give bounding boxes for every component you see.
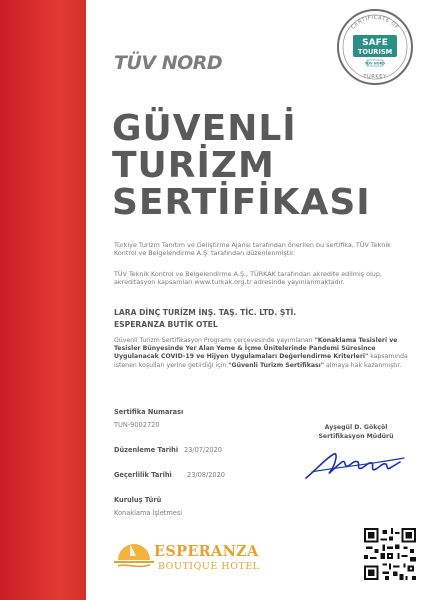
seal-inner-text: TÜV NORD xyxy=(364,61,386,66)
program-criteria: "Konaklama Tesisleri ve Tesisler Bünyesinde Yer Alan Yeme & İçme Ünitelerinde Pandemi Süresince Uygulanacak COVID-19 ve Hijyen Uygulamaları Değerlendirme Kriterleri" xyxy=(114,337,398,361)
org-type-label: Kuruluş Türü xyxy=(114,496,162,504)
company-block xyxy=(114,307,414,331)
certificate-title xyxy=(112,110,412,221)
signer-title: Sertifikasyon Müdürü xyxy=(318,432,394,440)
title-line-3: SERTİFİKASI xyxy=(112,182,371,223)
program-middle: kapsamında istenen koşulları yerine getirdiği için xyxy=(114,353,408,369)
tuv-nord-logo: TÜV NORD xyxy=(114,52,223,74)
validity-date-value: 23/08/2020 xyxy=(187,471,226,479)
hotel-logo-subtitle: BOUTIQUE HOTEL xyxy=(158,561,260,572)
red-side-band xyxy=(0,0,86,600)
seal-bottom-text: TURKEY xyxy=(363,74,387,80)
signature-icon xyxy=(300,448,410,484)
company-name: LARA DİNÇ TURİZM İNŞ. TAŞ. TİC. LTD. ŞTİ. xyxy=(114,308,297,317)
program-certificate-name: "Güvenli Turizm Sertifikası" xyxy=(228,361,325,369)
title-line-1: GÜVENLİ xyxy=(112,108,297,149)
seal-tourism-text: TOURISM xyxy=(357,48,393,56)
seal-top-text: CERTIFICATE OF xyxy=(350,14,400,31)
program-paragraph xyxy=(114,337,414,370)
safe-tourism-seal-icon xyxy=(336,8,414,86)
issue-date-label: Düzenleme Tarihi xyxy=(114,446,179,454)
org-type-value: Konaklama İşletmesi xyxy=(114,509,183,517)
program-intro: Güvenli Turizm Sertifikasyon Programı çerçevesinde yayımlanan xyxy=(114,337,313,344)
issue-date-value: 23/07/2020 xyxy=(184,446,223,454)
cert-number-label: Sertifika Numarası xyxy=(114,408,184,416)
validity-date-label: Geçerlilik Tarihi xyxy=(114,471,172,479)
intro-paragraph-2: TÜV Teknik Kontrol ve Belgelendirme A.Ş., TÜRKAK tarafından akredite edilmiş olup, akreditasyon kapsamları www.turkak.org.tr adresinde yayınlanmaktadır. xyxy=(114,270,382,287)
intro-paragraph-1: Türkiye Turizm Tanıtım ve Geliştirme Ajansı tarafından önerilen bu sertifika, TÜV Teknik Kontrol ve Belgelendirme A.Ş. tarafından düzenlenmiştir. xyxy=(114,241,391,258)
signer-name: Ayşegül D. Gökçöl xyxy=(324,424,388,431)
hotel-name: ESPERANZA BUTİK OTEL xyxy=(114,320,218,329)
title-line-2: TURİZM xyxy=(112,145,275,186)
cert-number-value: TUN-9002720 xyxy=(114,421,160,429)
signer-block xyxy=(296,424,416,441)
seal-safe-text: SAFE xyxy=(362,38,388,48)
hotel-logo-name: ESPERANZA xyxy=(154,543,259,560)
qr-code-icon xyxy=(364,528,416,580)
program-end: almaya hak kazanmıştır. xyxy=(324,361,402,369)
esperanza-sunset-icon xyxy=(112,538,156,572)
